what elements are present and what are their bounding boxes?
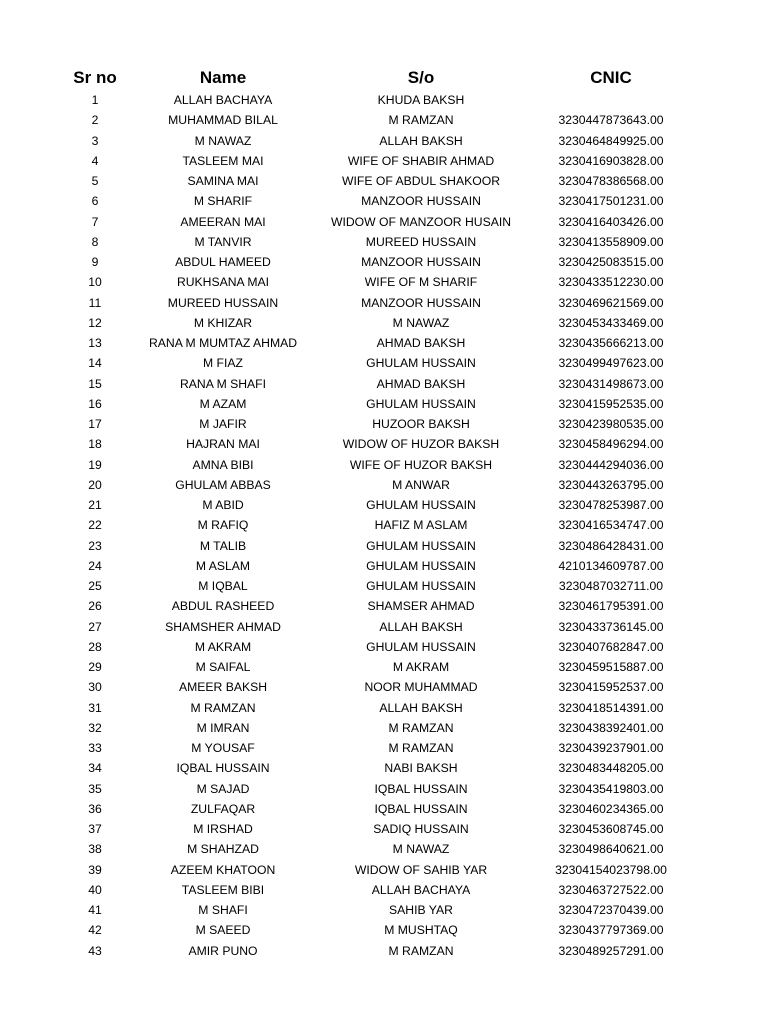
table-row [0,900,768,920]
cell-sr-no: 11 [88,295,102,310]
table-row [0,212,768,232]
cell-sr-no: 22 [88,518,102,533]
cell-name: AMIR PUNO [188,943,258,958]
cell-cnic: 32304154023798.00 [555,862,667,877]
header-so: S/o [407,68,435,87]
table-row [0,698,768,718]
cell-sr-no: 10 [88,275,102,290]
table-row [0,374,768,394]
cell-cnic: 3230486428431.00 [558,538,664,553]
table-row [0,333,768,353]
cell-sr-no: 17 [88,417,102,431]
table-row [0,536,768,556]
cell-sr-no: 9 [91,255,99,269]
cell-name: M FIAZ [203,356,243,371]
cell-name: M AKRAM [194,639,252,654]
cell-cnic: 3230489257291.00 [558,943,664,958]
cell-sr-no: 29 [88,660,102,674]
table-row [0,819,768,839]
table-row [0,495,768,515]
cell-cnic: 3230459515887.00 [558,660,664,674]
cell-sr-no: 6 [91,194,99,209]
table-row [0,171,768,191]
cell-sr-no: 32 [88,720,102,735]
cell-so: GHULAM HUSSAIN [366,558,476,573]
cell-cnic: 3230483448205.00 [558,761,664,776]
cell-cnic: 3230460234365.00 [558,801,664,816]
cell-so: M RAMZAN [388,943,454,958]
cell-name: M SHARIF [193,194,253,209]
table-header-row [0,66,768,90]
table-row [0,191,768,211]
cell-so: M RAMZAN [388,720,454,735]
cell-name: RANA M SHAFI [179,376,267,391]
cell-name: ABDUL RASHEED [171,599,275,614]
table-row [0,232,768,252]
cell-name: M KHIZAR [193,315,253,330]
cell-sr-no: 5 [91,174,99,188]
cell-so: SHAMSER AHMAD [367,599,475,614]
cell-so: M AKRAM [392,660,450,674]
cell-so: WIDOW OF SAHIB YAR [354,862,488,877]
cell-name: M NAWAZ [194,133,252,148]
cell-sr-no: 42 [88,923,102,938]
cell-name: AZEEM KHATOON [170,862,276,877]
cell-so: M MUSHTAQ [384,923,458,938]
cell-so: SAHIB YAR [389,903,453,917]
cell-so: IQBAL HUSSAIN [374,801,468,816]
cell-so: M NAWAZ [392,842,450,857]
cell-so: WIFE OF ABDUL SHAKOOR [341,174,501,188]
cell-sr-no: 26 [88,599,102,614]
cell-cnic: 3230415952535.00 [558,396,664,411]
cell-cnic: 3230453433469.00 [558,315,664,330]
cell-cnic: 3230447873643.00 [558,113,664,128]
cell-sr-no: 13 [88,336,102,350]
cell-cnic: 3230417501231.00 [558,194,664,209]
cell-cnic: 3230433512230.00 [558,275,664,290]
cell-cnic: 3230458496294.00 [558,437,664,452]
cell-sr-no: 41 [88,903,102,917]
cell-cnic: 3230464849925.00 [558,133,664,148]
cell-cnic: 3230453608745.00 [558,822,664,836]
cell-cnic: 3230423980535.00 [558,417,664,431]
table-row [0,455,768,475]
cell-so: GHULAM HUSSAIN [366,356,476,371]
cell-sr-no: 14 [88,356,102,371]
cell-sr-no: 20 [88,477,102,492]
cell-name: M RAMZAN [190,700,256,715]
cell-so: NABI BAKSH [384,761,458,776]
cell-so: GHULAM HUSSAIN [366,396,476,411]
cell-sr-no: 38 [88,842,102,857]
cell-name: ABDUL HAMEED [175,255,271,269]
table-row [0,799,768,819]
cell-name: M SHAFI [198,903,248,917]
cell-cnic: 3230439237901.00 [558,741,664,755]
cell-so: MANZOOR HUSSAIN [361,295,481,310]
cell-cnic: 3230472370439.00 [558,903,664,917]
cell-name: ALLAH BACHAYA [173,93,273,107]
cell-so: AHMAD BAKSH [376,336,466,350]
header-cnic: CNIC [590,68,632,87]
table-row [0,394,768,414]
cell-sr-no: 37 [88,822,102,836]
cell-sr-no: 27 [88,619,102,634]
table-row [0,941,768,961]
table-row [0,657,768,677]
cell-cnic: 3230415952537.00 [558,680,664,695]
cell-name: MUHAMMAD BILAL [168,113,278,128]
table-row [0,293,768,313]
table-row [0,718,768,738]
cell-so: ALLAH BAKSH [379,133,463,148]
table-row [0,475,768,495]
cell-name: HAJRAN MAI [186,437,260,452]
cell-so: ALLAH BAKSH [379,700,463,715]
cell-sr-no: 35 [88,781,102,796]
cell-so: AHMAD BAKSH [376,376,466,391]
table-row [0,90,768,110]
cell-name: RANA M MUMTAZ AHMAD [148,336,298,350]
cell-sr-no: 24 [88,558,102,573]
cell-name: TASLEEM MAI [182,153,264,168]
cell-name: M IQBAL [198,579,248,593]
cell-sr-no: 12 [88,315,102,330]
cell-sr-no: 3 [91,133,99,148]
cell-name: M ABID [202,498,244,512]
cell-name: ZULFAQAR [190,801,256,816]
cell-so: ALLAH BAKSH [379,619,463,634]
cell-so: M NAWAZ [392,315,450,330]
cell-so: KHUDA BAKSH [377,93,465,107]
cell-cnic: 3230431498673.00 [558,376,664,391]
cell-sr-no: 39 [88,862,102,877]
cell-so: SADIQ HUSSAIN [373,822,469,836]
cell-cnic: 3230469621569.00 [558,295,664,310]
cell-so: GHULAM HUSSAIN [366,498,476,512]
table-row [0,353,768,373]
cell-cnic: 3230425083515.00 [558,255,664,269]
cell-sr-no: 25 [88,579,102,593]
cell-sr-no: 2 [91,113,99,128]
cell-cnic: 3230438392401.00 [558,720,664,735]
table-row [0,556,768,576]
cell-name: MUREED HUSSAIN [167,295,279,310]
table-row [0,131,768,151]
cell-name: SHAMSHER AHMAD [165,619,281,634]
cell-cnic: 3230478386568.00 [558,174,664,188]
cell-so: IQBAL HUSSAIN [374,781,468,796]
cell-cnic: 3230461795391.00 [558,599,664,614]
cell-so: M RAMZAN [388,741,454,755]
cell-sr-no: 8 [91,234,99,249]
cell-so: ALLAH BACHAYA [371,882,471,897]
cell-cnic: 3230498640621.00 [558,842,664,857]
cell-cnic: 3230478253987.00 [558,498,664,512]
spreadsheet-table [0,66,768,961]
cell-sr-no: 30 [88,680,102,695]
table-row [0,414,768,434]
cell-cnic: 3230487032711.00 [558,579,664,593]
table-row [0,110,768,130]
cell-name: RUKHSANA MAI [176,275,270,290]
cell-cnic: 3230407682847.00 [558,639,664,654]
cell-name: AMNA BIBI [192,457,254,472]
table-row [0,313,768,333]
header-name: Name [199,68,247,87]
cell-name: AMEER BAKSH [178,680,268,695]
cell-name: M IRSHAD [193,822,253,836]
table-row [0,880,768,900]
cell-sr-no: 23 [88,538,102,553]
cell-so: M RAMZAN [388,113,454,128]
cell-sr-no: 36 [88,801,102,816]
cell-sr-no: 31 [88,700,102,715]
cell-name: M RAFIQ [197,518,249,533]
table-row [0,596,768,616]
cell-name: M ASLAM [195,558,251,573]
cell-so: M ANWAR [392,477,450,492]
cell-sr-no: 4 [91,153,99,168]
cell-cnic: 3230418514391.00 [558,700,664,715]
table-row [0,617,768,637]
cell-so: MANZOOR HUSSAIN [361,194,481,209]
cell-name: M YOUSAF [191,741,255,755]
cell-sr-no: 43 [88,943,102,958]
cell-sr-no: 19 [88,457,102,472]
table-row [0,738,768,758]
cell-name: M SAJAD [196,781,250,796]
cell-so: GHULAM HUSSAIN [366,579,476,593]
cell-name: M TANVIR [194,234,252,249]
cell-sr-no: 18 [88,437,102,452]
cell-so: GHULAM HUSSAIN [366,538,476,553]
cell-so: WIFE OF HUZOR BAKSH [349,457,493,472]
cell-so: WIDOW OF MANZOOR HUSAIN [330,214,512,229]
cell-name: AMEERAN MAI [180,214,266,229]
table-row [0,839,768,859]
cell-sr-no: 21 [88,498,102,512]
cell-sr-no: 33 [88,741,102,755]
cell-cnic: 4210134609787.00 [558,558,664,573]
cell-cnic: 3230443263795.00 [558,477,664,492]
cell-sr-no: 40 [88,882,102,897]
cell-cnic: 3230413558909.00 [558,234,664,249]
cell-cnic: 3230435419803.00 [558,781,664,796]
table-row [0,252,768,272]
cell-cnic: 3230499497623.00 [558,356,664,371]
table-body [0,90,768,961]
cell-so: MUREED HUSSAIN [365,234,477,249]
cell-sr-no: 1 [91,93,99,107]
cell-sr-no: 7 [91,214,99,229]
cell-name: GHULAM ABBAS [175,477,271,492]
cell-name: M JAFIR [199,417,247,431]
cell-so: WIFE OF M SHARIF [364,275,478,290]
table-row [0,920,768,940]
cell-so: MANZOOR HUSSAIN [361,255,481,269]
cell-cnic: 3230416534747.00 [558,518,664,533]
table-row [0,677,768,697]
cell-cnic: 3230416403426.00 [558,214,664,229]
cell-cnic: 3230416903828.00 [558,153,664,168]
table-row [0,576,768,596]
table-row [0,151,768,171]
cell-cnic: 3230435666213.00 [558,336,664,350]
cell-cnic: 3230444294036.00 [558,457,664,472]
cell-sr-no: 15 [88,376,102,391]
cell-so: WIFE OF SHABIR AHMAD [347,153,495,168]
table-row [0,637,768,657]
table-row [0,860,768,880]
cell-name: M SHAHZAD [187,842,259,857]
cell-sr-no: 16 [88,396,102,411]
cell-so: HAFIZ M ASLAM [374,518,468,533]
cell-cnic: 3230463727522.00 [558,882,664,897]
cell-sr-no: 28 [88,639,102,654]
cell-name: SAMINA MAI [187,174,259,188]
table-row [0,515,768,535]
cell-name: IQBAL HUSSAIN [176,761,270,776]
cell-name: M AZAM [199,396,247,411]
cell-so: NOOR MUHAMMAD [364,680,478,695]
cell-name: M TALIB [199,538,247,553]
table-row [0,779,768,799]
cell-so: GHULAM HUSSAIN [366,639,476,654]
cell-name: M IMRAN [196,720,250,735]
cell-cnic: 3230437797369.00 [558,923,664,938]
cell-name: M SAEED [195,923,251,938]
table-row [0,272,768,292]
cell-name: M SAIFAL [195,660,251,674]
cell-sr-no: 34 [88,761,102,776]
header-sr-no: Sr no [73,68,117,87]
cell-so: HUZOOR BAKSH [372,417,470,431]
table-row [0,434,768,454]
cell-name: TASLEEM BIBI [181,882,265,897]
cell-cnic: 3230433736145.00 [558,619,664,634]
cell-so: WIDOW OF HUZOR BAKSH [342,437,500,452]
table-row [0,758,768,778]
